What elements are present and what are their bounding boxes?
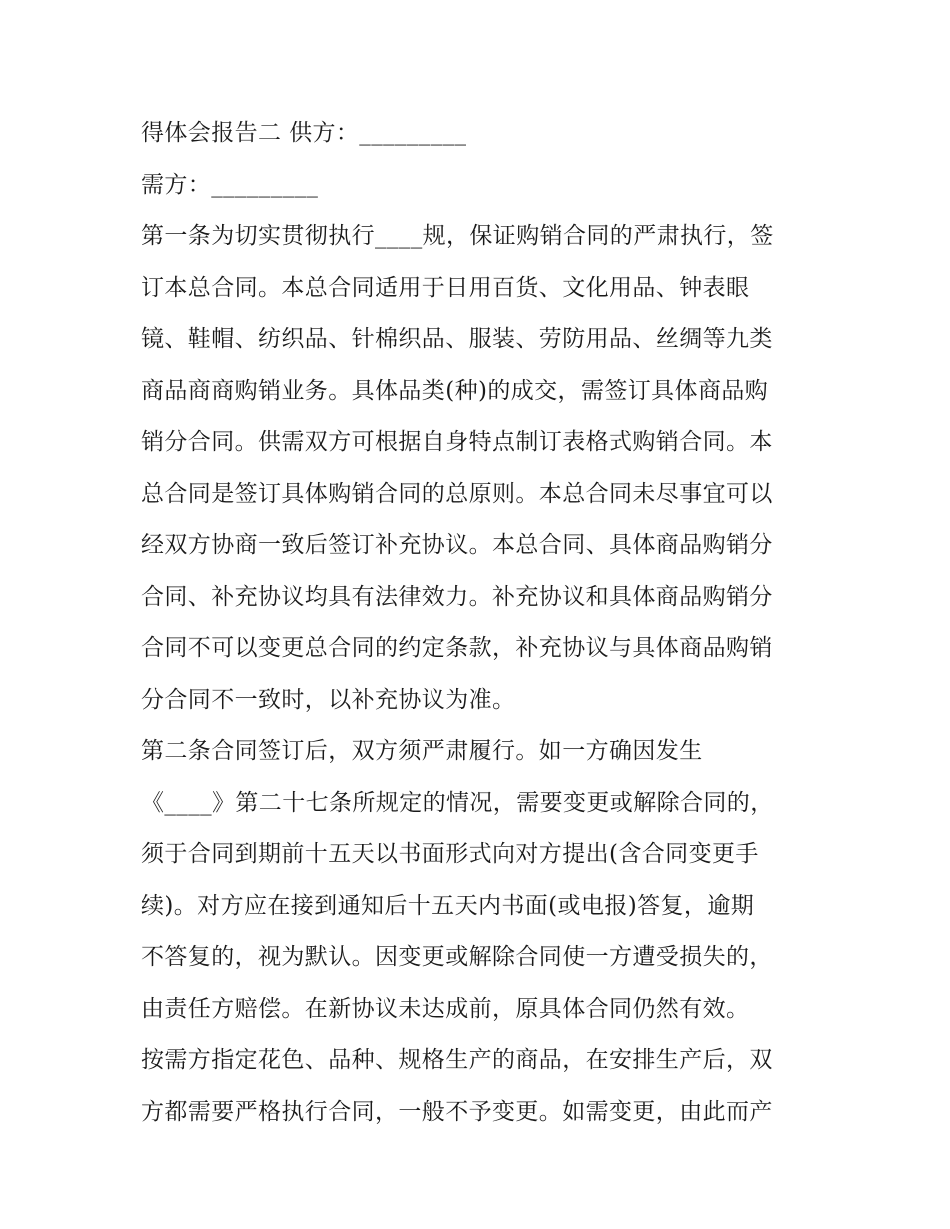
text-line: 第二条合同签订后，双方须严肃履行。如一方确因发生	[141, 738, 703, 764]
text-line: 续)。对方应在接到通知后十五天内书面(或电报)答复，逾期	[141, 892, 755, 919]
text-line: 按需方指定花色、品种、规格生产的商品，在安排生产后，双	[141, 1047, 773, 1073]
text-line: 第一条为切实贯彻执行____规，保证购销合同的严肃执行，签	[141, 223, 774, 249]
text-line: 经双方协商一致后签订补充协议。本总合同、具体商品购销分	[141, 532, 773, 558]
text-line: 合同、补充协议均具有法律效力。补充协议和具体商品购销分	[141, 583, 773, 610]
text-line: 合同不可以变更总合同的约定条款，补充协议与具体商品购销	[141, 635, 773, 661]
text-line: 不答复的，视为默认。因变更或解除合同使一方遭受损失的，	[141, 944, 773, 970]
text-line: 《____》第二十七条所规定的情况，需要变更或解除合同的，	[141, 789, 774, 816]
text-line: 方都需要严格执行合同，一般不予变更。如需变更，由此而产	[141, 1098, 773, 1125]
text-line: 得体会报告二 供方：_________	[141, 120, 467, 146]
document-body	[141, 108, 821, 1138]
text-line: 由责任方赔偿。在新协议未达成前，原具体合同仍然有效。	[141, 995, 750, 1022]
text-line: 销分合同。供需双方可根据自身特点制订表格式购销合同。本	[141, 429, 773, 455]
text-line: 总合同是签订具体购销合同的总原则。本总合同未尽事宜可以	[141, 480, 773, 507]
text-line: 需方：_________	[141, 171, 319, 198]
text-line: 镜、鞋帽、纺织品、针棉织品、服装、劳防用品、丝绸等九类	[141, 326, 773, 352]
text-line: 商品商商购销业务。具体品类(种)的成交，需签订具体商品购	[141, 377, 769, 404]
text-line: 分合同不一致时，以补充协议为准。	[141, 686, 516, 713]
text-line: 须于合同到期前十五天以书面形式向对方提出(含合同变更手	[141, 841, 759, 867]
text-line: 订本总合同。本总合同适用于日用百货、文化用品、钟表眼	[141, 274, 750, 301]
